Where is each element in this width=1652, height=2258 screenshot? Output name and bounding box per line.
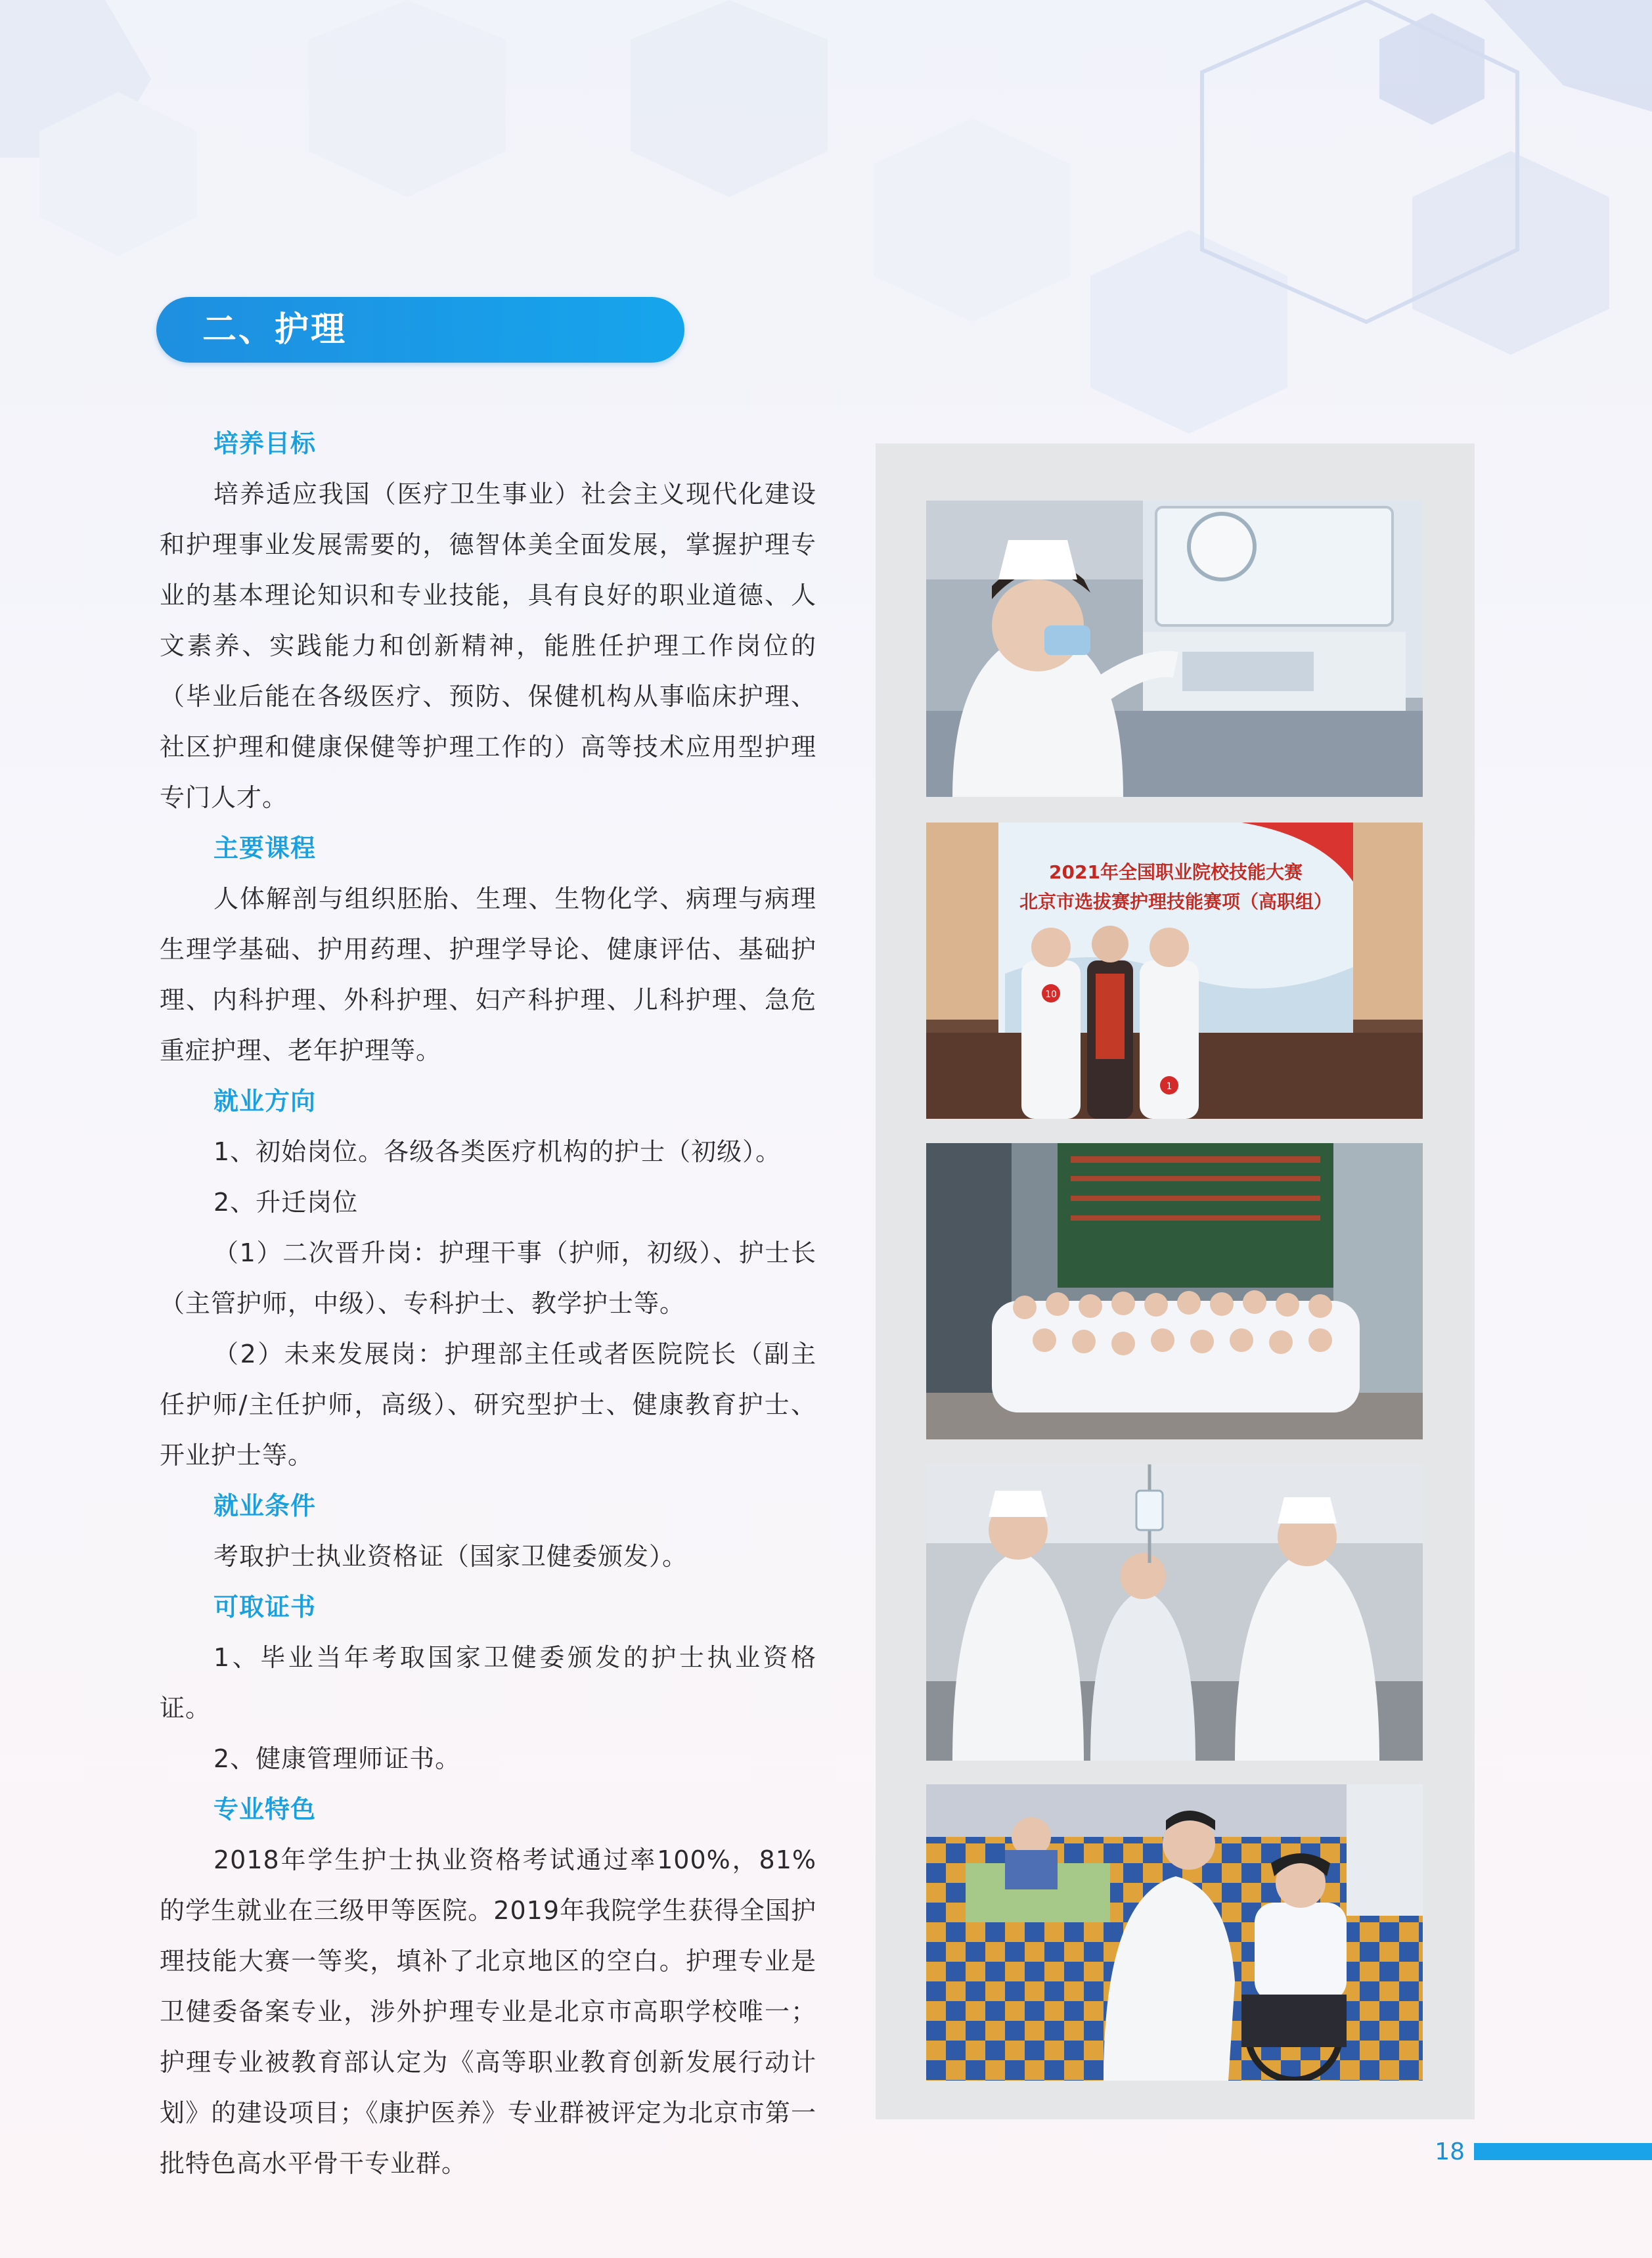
heading-main-courses: 主要课程: [213, 834, 317, 863]
badge-right: 1: [1166, 1081, 1172, 1092]
paragraph-certificate-2: 2、健康管理师证书。: [213, 1744, 461, 1773]
photo-wheelchair-care: [926, 1784, 1423, 2081]
photo-group-students: [926, 1143, 1423, 1439]
paragraph-training-goal: 培养适应我国（医疗卫生事业）社会主义现代化建设和护理事业发展需要的，德智体美全面发展，掌握护理专业的基本理论知识和专业技能，具有良好的职业道德、人文素养、实践能力和创新精神，能胜任护理工作岗位的（毕业后能在各级医疗、预防、保健机构从事临床护理、社区护理和健康保健等护理工作的）高等技术应用型护理专门人才。: [160, 480, 816, 812]
paragraph-employment-conditions: 考取护士执业资格证（国家卫健委颁发）。: [213, 1542, 688, 1571]
banner-line-1: 2021年全国职业院校技能大赛: [1049, 861, 1303, 883]
main-text-column: [160, 418, 816, 2189]
page-number-bar: [1474, 2143, 1652, 2160]
section-title: 二、护理: [202, 310, 347, 350]
paragraph-future-development: （2）未来发展岗：护理部主任或者医院院长（副主任护师/主任护师，高级）、研究型护士、健康教育护士、开业护士等。: [160, 1340, 816, 1470]
photo-nurse-incubator: [926, 501, 1423, 797]
page-number: 18: [1435, 2138, 1465, 2165]
paragraph-second-promotion: （1）二次晋升岗：护理干事（护师，初级）、护士长（主管护师，中级）、专科护士、教学护士等。: [160, 1238, 816, 1318]
heading-certificates: 可取证书: [213, 1592, 317, 1621]
photo-skills-competition: [926, 823, 1423, 1119]
heading-program-features: 专业特色: [213, 1795, 317, 1824]
heading-career-direction: 就业方向: [213, 1087, 317, 1116]
paragraph-program-features: 2018年学生护士执业资格考试通过率100%，81%的学生就业在三级甲等医院。2019年我院学生获得全国护理技能大赛一等奖，填补了北京地区的空白。护理专业是卫健委备案专业，涉外护理专业是北京市高职学校唯一；护理专业被教育部认定为《高等职业教育创新发展行动计划》的建设项目；《康护医养》专业群被评定为北京市第一批特色高水平骨干专业群。: [160, 1845, 816, 2178]
paragraph-initial-post: 1、初始岗位。各级各类医疗机构的护士（初级）。: [213, 1137, 782, 1166]
section-title-pill: [156, 297, 684, 363]
paragraph-certificate-1: 1、毕业当年考取国家卫健委颁发的护士执业资格证。: [160, 1643, 816, 1723]
paragraph-main-courses: 人体解剖与组织胚胎、生理、生物化学、病理与病理生理学基础、护用药理、护理学导论、健康评估、基础护理、内科护理、外科护理、妇产科护理、儿科护理、急危重症护理、老年护理等。: [160, 884, 816, 1065]
banner-line-2: 北京市选拔赛护理技能赛项（高职组）: [1019, 891, 1333, 913]
heading-training-goal: 培养目标: [213, 429, 317, 458]
heading-employment-conditions: 就业条件: [213, 1491, 317, 1520]
photo-iv-practice: [926, 1464, 1423, 1761]
badge-left: 10: [1045, 989, 1057, 1000]
paragraph-promotion-post: 2、升迁岗位: [213, 1188, 359, 1217]
